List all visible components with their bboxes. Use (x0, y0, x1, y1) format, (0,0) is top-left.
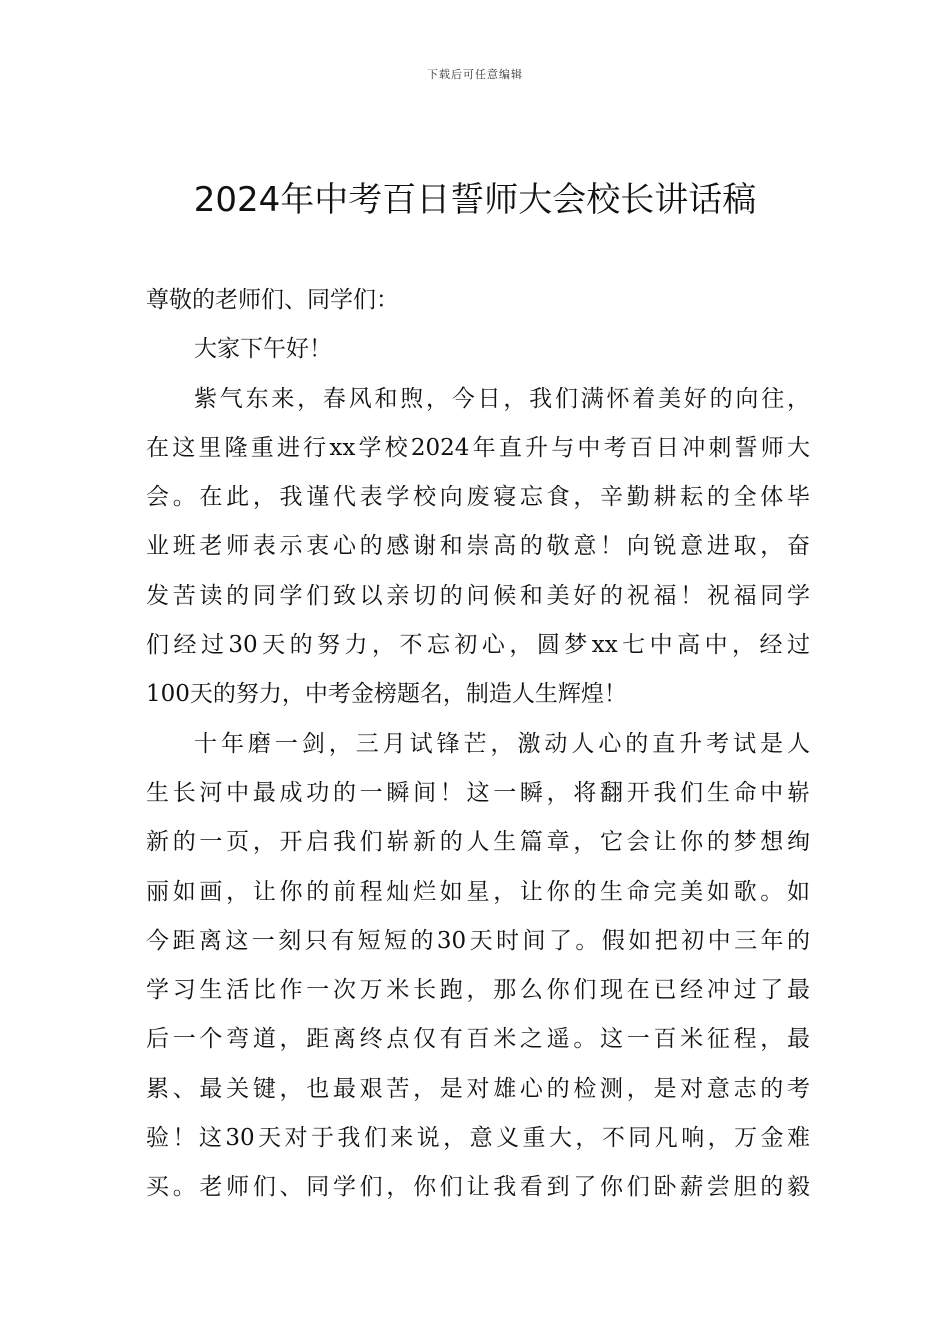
paragraph-line: 在这里隆重进行xx学校2024年直升与中考百日冲刺誓师大 (146, 434, 810, 461)
paragraph-line: 业班老师表示衷心的感谢和崇高的敬意！向锐意进取，奋 (146, 533, 810, 560)
paragraph-line: 后一个弯道，距离终点仅有百米之遥。这一百米征程，最 (146, 1026, 810, 1053)
paragraph-line: 紫气东来，春风和煦，今日，我们满怀着美好的向往， (194, 385, 810, 412)
paragraph-line: 十年磨一剑，三月试锋芒，激动人心的直升考试是人 (194, 730, 810, 757)
paragraph-line: 们经过30天的努力，不忘初心，圆梦xx七中高中，经过 (146, 632, 810, 659)
paragraph-line: 丽如画，让你的前程灿烂如星，让你的生命完美如歌。如 (146, 878, 810, 905)
header-note: 下载后可任意编辑 (427, 68, 523, 81)
paragraph-line: 新的一页，开启我们崭新的人生篇章，它会让你的梦想绚 (146, 829, 810, 856)
paragraph-line: 验！这30天对于我们来说，意义重大，不同凡响，万金难 (146, 1125, 810, 1152)
salutation: 尊敬的老师们、同学们： (146, 287, 399, 313)
paragraph-2 (146, 720, 810, 1213)
paragraph-line: 发苦读的同学们致以亲切的问候和美好的祝福！祝福同学 (146, 582, 810, 609)
greeting: 大家下午好！ (194, 336, 332, 363)
paragraph-line: 会。在此，我谨代表学校向废寝忘食，辛勤耕耘的全体毕 (146, 484, 810, 511)
paragraph-line: 生长河中最成功的一瞬间！这一瞬，将翻开我们生命中崭 (146, 779, 810, 806)
paragraph-line: 累、最关键，也最艰苦，是对雄心的检测，是对意志的考 (146, 1075, 810, 1102)
paragraph-line: 今距离这一刻只有短短的30天时间了。假如把初中三年的 (146, 927, 810, 954)
paragraph-line: 买。老师们、同学们，你们让我看到了你们卧薪尝胆的毅 (146, 1174, 810, 1201)
document-title: 2024年中考百日誓师大会校长讲话稿 (193, 180, 757, 220)
paragraph-line: 学习生活比作一次万米长跑，那么你们现在已经冲过了最 (146, 977, 810, 1004)
document-body (146, 276, 810, 1213)
paragraph-line: 100天的努力，中考金榜题名，制造人生辉煌！ (146, 681, 627, 708)
paragraph-1 (146, 375, 810, 720)
